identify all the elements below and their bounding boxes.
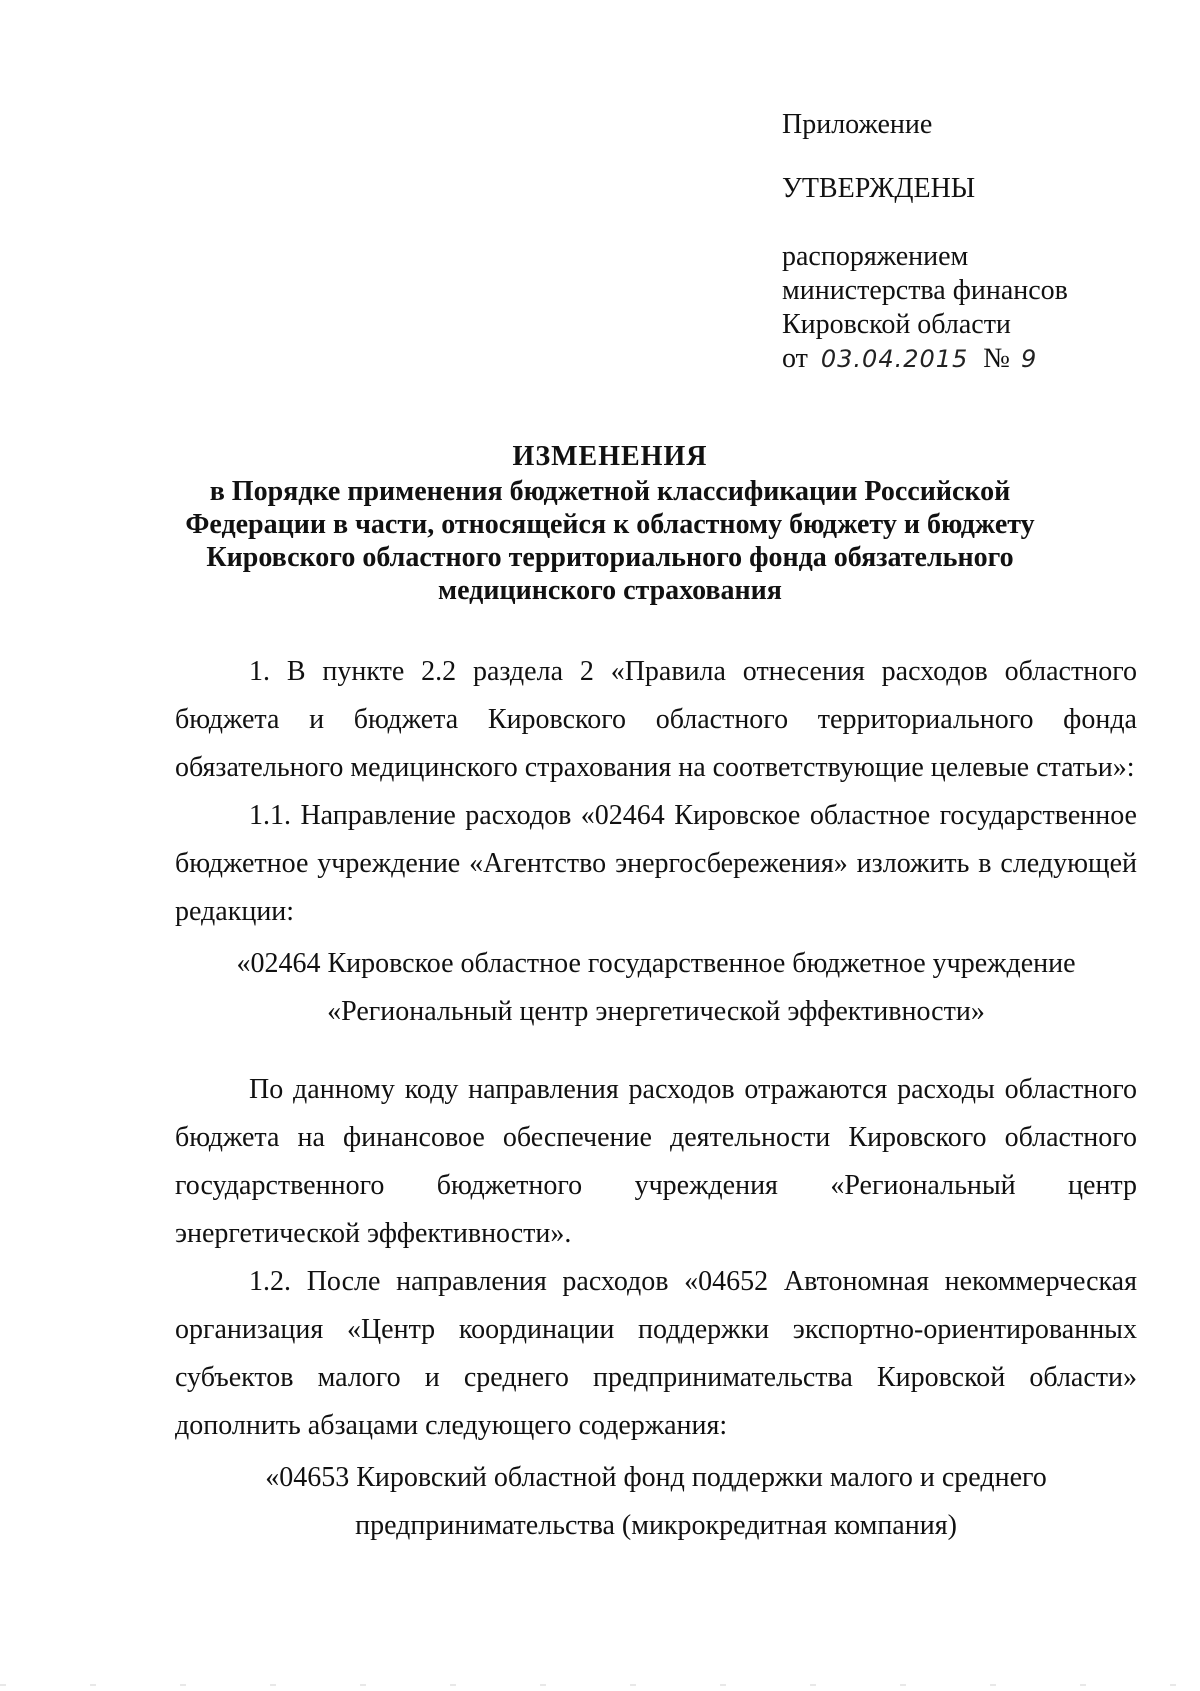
quote-1	[175, 940, 1137, 1036]
approval-by-line-3: Кировской области	[782, 309, 1011, 340]
quote-2-line-1: «04653 Кировский областной фонд поддержки малого и среднего	[265, 1462, 1047, 1493]
approval-block	[782, 108, 1162, 376]
title-line-2: Федерации в части, относящейся к областному бюджету и бюджету	[185, 509, 1035, 540]
approved-label: УТВЕРЖДЕНЫ	[782, 173, 976, 204]
title-line-1: в Порядке применения бюджетной классификации Российской	[209, 476, 1011, 507]
paragraph-1: 1. В пункте 2.2 раздела 2 «Правила отнесения расходов областного бюджета и бюджета Кировского областного территориального фонда обязательного медицинского страхования на соответствующие целевые статьи»:	[175, 656, 1137, 783]
document-title	[170, 440, 1050, 607]
appendix-label: Приложение	[782, 109, 933, 140]
title-line-4: медицинского страхования	[438, 575, 782, 606]
quote-2	[175, 1454, 1137, 1550]
scan-edge-artifact	[0, 1684, 1200, 1686]
paragraph-4: 1.2. После направления расходов «04652 Автономная некоммерческая организация «Центр координации поддержки экспортно-ориентированных субъектов малого и среднего предпринимательства Кировской области» дополнить абзацами следующего содержания:	[175, 1266, 1137, 1441]
handwritten-number: 9	[1021, 345, 1038, 373]
paragraph-3: По данному коду направления расходов отражаются расходы областного бюджета на финансовое обеспечение деятельности Кировского областного государственного бюджетного учреждения «Региональный центр энергетической эффективности».	[175, 1074, 1137, 1249]
quote-1-line-2: «Региональный центр энергетической эффективности»	[327, 996, 985, 1027]
document-body	[175, 648, 1137, 1550]
title-main: ИЗМЕНЕНИЯ	[512, 441, 708, 472]
paragraph-2: 1.1. Направление расходов «02464 Кировское областное государственное бюджетное учреждение «Агентство энергосбережения» изложить в следующей редакции:	[175, 800, 1137, 927]
approval-by-line-2: министерства финансов	[782, 275, 1068, 306]
approval-date-line	[782, 342, 1162, 376]
approval-by-line-1: распоряжением	[782, 241, 969, 272]
quote-1-line-1: «02464 Кировское областное государственное бюджетное учреждение	[236, 948, 1076, 979]
date-prefix: от	[782, 343, 808, 374]
title-line-3: Кировского областного территориального фонда обязательного	[206, 542, 1014, 573]
number-prefix: №	[983, 343, 1011, 374]
handwritten-date: 03.04.2015	[820, 345, 969, 373]
quote-2-line-2: предпринимательства (микрокредитная компания)	[355, 1510, 957, 1541]
